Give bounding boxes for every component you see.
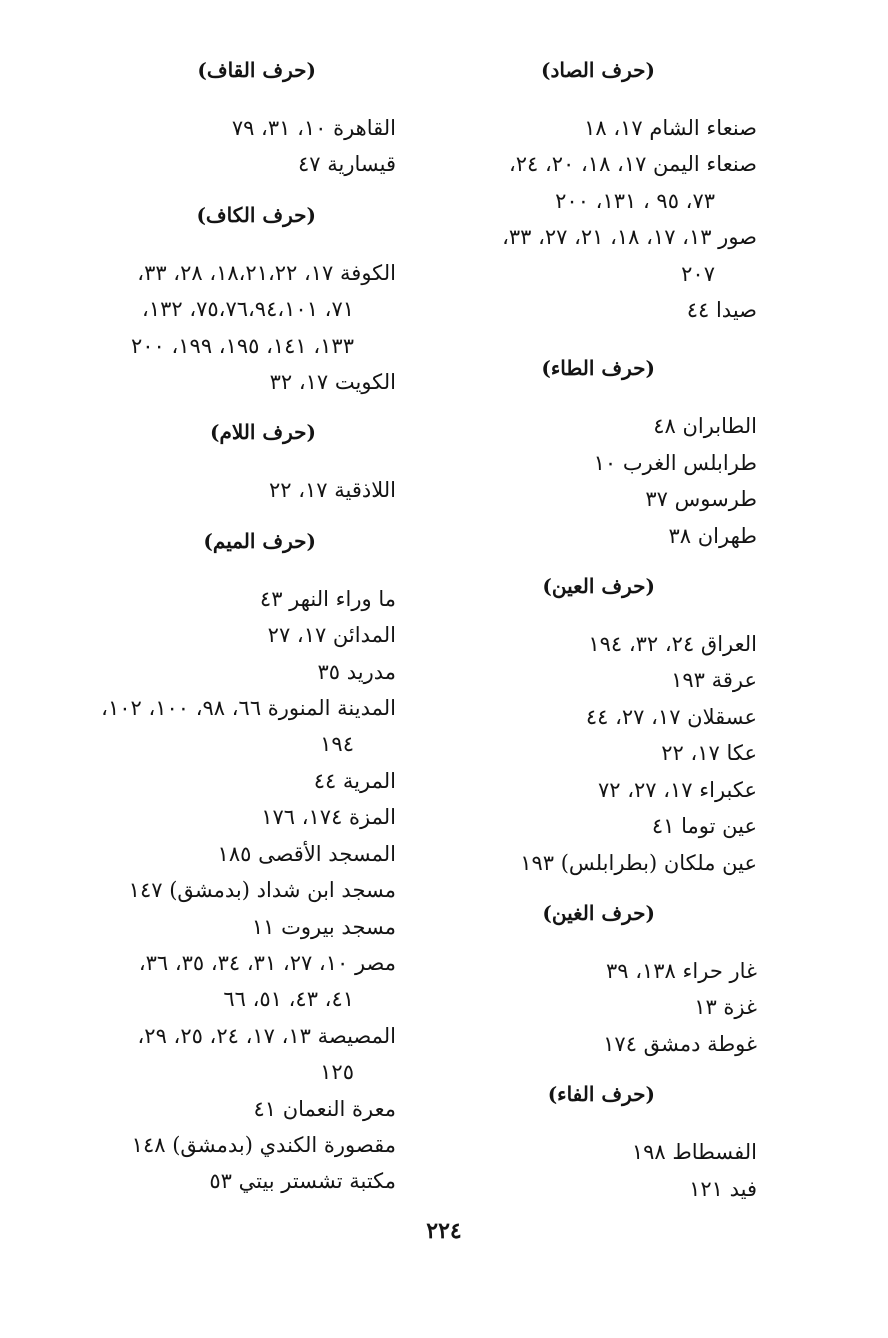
index-entry: مقصورة الكندي (بدمشق) ١٤٨ <box>131 1132 396 1157</box>
index-entry: طهران ٣٨ <box>668 523 757 548</box>
page-number: ٢٢٤ <box>426 1218 462 1244</box>
index-entry: صنعاء الشام ١٧، ١٨ <box>584 116 757 140</box>
index-entry: صيدا ٤٤ <box>686 298 757 323</box>
section-header-qaf: (حرف القاف) <box>197 58 316 82</box>
index-entry: صور ١٣، ١٧، ١٨، ٢١، ٢٧، ٣٣، <box>502 225 757 250</box>
index-entry: مدريد ٣٥ <box>317 659 396 684</box>
index-entry: عرقة ١٩٣ <box>671 668 757 693</box>
index-entry: عين توما ٤١ <box>651 814 757 839</box>
index-entry-continuation: ٤١، ٤٣، ٥١، ٦٦ <box>223 987 354 1012</box>
index-entry: قيسارية ٤٧ <box>298 152 396 177</box>
index-entry: مصر ١٠، ٢٧، ٣١، ٣٤، ٣٥، ٣٦، <box>138 950 396 975</box>
index-entry: المدينة المنورة ٦٦، ٩٨، ١٠٠، ١٠٢، <box>101 696 396 721</box>
index-entry: المصيصة ١٣، ١٧، ٢٤، ٢٥، ٢٩، <box>137 1023 396 1048</box>
section-header-ta: (حرف الطاء) <box>541 356 655 381</box>
section-header-fa: (حرف الفاء) <box>547 1082 655 1107</box>
index-entry-continuation: ٧٣، ٩٥ ، ١٣١، ٢٠٠ <box>555 188 715 213</box>
index-entry: غزة ١٣ <box>694 995 757 1020</box>
index-entry: ما وراء النهر ٤٣ <box>259 586 396 611</box>
index-entry: عكبراء ١٧، ٢٧، ٧٢ <box>597 777 757 802</box>
index-entry-continuation: ٢٠٧ <box>681 261 715 286</box>
index-entry: القاهرة ١٠، ٣١، ٧٩ <box>231 116 396 140</box>
index-entry-continuation: ١٣٣، ١٤١، ١٩٥، ١٩٩، ٢٠٠ <box>130 333 354 358</box>
section-header-lam: (حرف اللام) <box>210 420 316 445</box>
index-entry: معرة النعمان ٤١ <box>253 1096 396 1121</box>
index-entry: مكتبة تشستر بيتي ٥٣ <box>209 1169 396 1194</box>
section-header-kaf: (حرف الكاف) <box>196 202 316 227</box>
index-entry: مسجد بيروت ١١ <box>251 914 396 939</box>
index-entry: المدائن ١٧، ٢٧ <box>267 623 396 648</box>
index-entry: المزة ١٧٤، ١٧٦ <box>261 805 396 830</box>
index-entry-continuation: ٧١، ٧٥،٧٦،٩٤،١٠١، ١٣٢، <box>142 297 354 322</box>
index-entry: فيد ١٢١ <box>689 1176 757 1201</box>
right-column <box>427 52 757 1207</box>
index-entry: الطابران ٤٨ <box>653 414 757 439</box>
index-entry: طرسوس ٣٧ <box>645 487 757 512</box>
left-column <box>76 52 396 1200</box>
index-entry: غوطة دمشق ١٧٤ <box>603 1031 757 1056</box>
index-entry: المسجد الأقصى ١٨٥ <box>217 841 396 866</box>
index-entry: العراق ٢٤، ٣٢، ١٩٤ <box>588 632 757 657</box>
index-entry: مسجد ابن شداد (بدمشق) ١٤٧ <box>128 878 396 903</box>
index-entry: عين ملكان (بطرابلس) ١٩٣ <box>520 850 757 875</box>
index-entry: الكويت ١٧، ٣٢ <box>269 370 396 395</box>
section-header-ain: (حرف العين) <box>542 574 655 599</box>
section-header-ghain: (حرف الغين) <box>542 900 655 925</box>
index-entry-continuation: ١٢٥ <box>320 1060 354 1085</box>
index-entry: المرية ٤٤ <box>313 768 396 793</box>
index-entry-continuation: ١٩٤ <box>320 732 354 757</box>
index-entry: طرابلس الغرب ١٠ <box>593 450 757 475</box>
index-entry: اللاذقية ١٧، ٢٢ <box>268 478 396 503</box>
index-entry: الفسطاط ١٩٨ <box>631 1140 757 1165</box>
index-entry: عسقلان ١٧، ٢٧، ٤٤ <box>585 704 757 729</box>
index-entry: صنعاء اليمن ١٧، ١٨، ٢٠، ٢٤، <box>508 152 757 177</box>
index-entry: الكوفة ١٧، ١٨،٢١،٢٢، ٢٨، ٣٣، <box>137 260 396 285</box>
index-entry: غار حراء ١٣٨، ٣٩ <box>605 958 757 983</box>
index-entry: عكا ١٧، ٢٢ <box>661 741 757 766</box>
section-header-sad: (حرف الصاد) <box>540 58 655 82</box>
section-header-mim: (حرف الميم) <box>203 528 316 553</box>
